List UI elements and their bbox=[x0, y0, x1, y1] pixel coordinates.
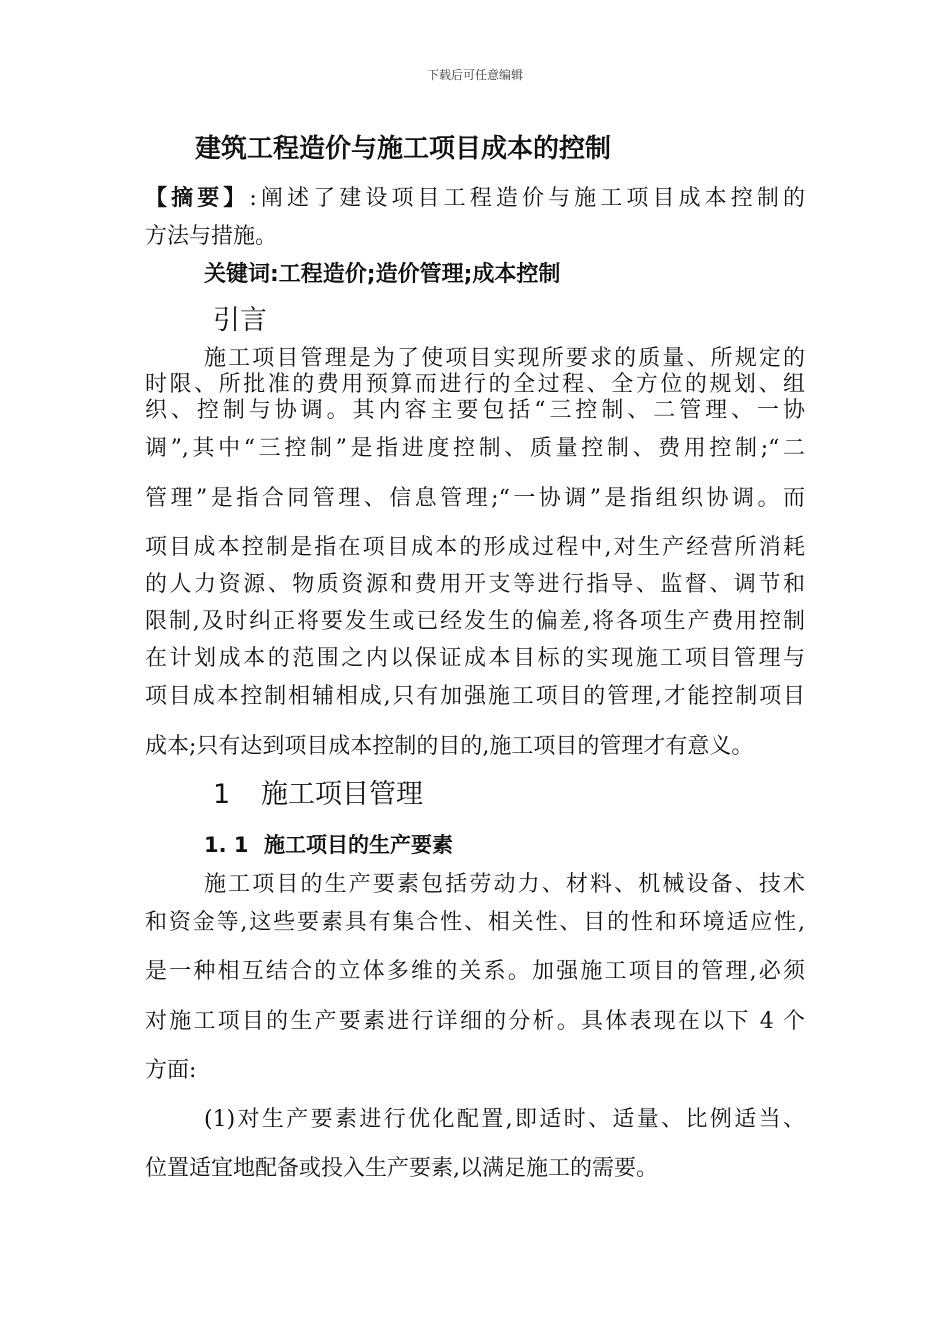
section-1-1-title: 施工项目的生产要素 bbox=[264, 833, 453, 857]
section-1-title: 施工项目管理 bbox=[261, 779, 423, 810]
section-1-1-line-7: 位置适宜地配备或投入生产要素,以满足施工的需要。 bbox=[145, 1156, 658, 1181]
intro-line-9: 在计划成本的范围之内以保证成本目标的实现施工项目管理与 bbox=[145, 646, 805, 671]
abstract-label: 【摘要】 bbox=[145, 186, 250, 211]
page-header-note: 下载后可任意编辑 bbox=[426, 68, 523, 82]
intro-line-6: 项目成本控制是指在项目成本的形成过程中,对生产经营所消耗 bbox=[145, 535, 805, 560]
intro-line-10: 项目成本控制相辅相成,只有加强施工项目的管理,才能控制项目 bbox=[145, 684, 805, 709]
intro-heading: 引言 bbox=[213, 305, 267, 336]
abstract-line-2: 方法与措施。 bbox=[145, 224, 278, 249]
keywords: 关键词:工程造价;造价管理;成本控制 bbox=[204, 262, 561, 287]
section-1-1-line-2: 和资金等,这些要素具有集合性、相关性、目的性和环境适应性, bbox=[145, 910, 805, 935]
intro-line-2: 时限、所批准的费用预算而进行的全过程、全方位的规划、组 bbox=[145, 372, 805, 397]
intro-line-1: 施工项目管理是为了使项目实现所要求的质量、所规定的 bbox=[204, 346, 805, 371]
abstract-line-1 bbox=[145, 186, 805, 212]
intro-line-3: 织、控制与协调。其内容主要包括“三控制、二管理、一协 bbox=[145, 398, 805, 423]
section-1-1-line-3: 是一种相互结合的立体多维的关系。加强施工项目的管理,必须 bbox=[145, 959, 805, 984]
intro-line-5: 管理”是指合同管理、信息管理;“一协调”是指组织协调。而 bbox=[145, 486, 805, 511]
section-1-1-line-5: 方面: bbox=[145, 1058, 197, 1083]
section-1-1-heading bbox=[204, 832, 453, 858]
section-1-1-line-6: (1)对生产要素进行优化配置,即适时、适量、比例适当、 bbox=[204, 1107, 805, 1132]
abstract-text-1: :阐述了建设项目工程造价与施工项目成本控制的 bbox=[249, 186, 805, 211]
section-1-1-line-4: 对施工项目的生产要素进行详细的分析。具体表现在以下 4 个 bbox=[145, 1009, 805, 1034]
intro-line-7: 的人力资源、物质资源和费用开支等进行指导、监督、调节和 bbox=[145, 572, 805, 597]
section-1-1-number: 1. 1 bbox=[204, 833, 249, 857]
section-1-heading bbox=[213, 779, 423, 810]
intro-line-4: 调”,其中“三控制”是指进度控制、质量控制、费用控制;“二 bbox=[145, 436, 805, 461]
document-title: 建筑工程造价与施工项目成本的控制 bbox=[195, 134, 612, 164]
section-1-number: 1 bbox=[213, 779, 231, 810]
section-1-1-line-1: 施工项目的生产要素包括劳动力、材料、机械设备、技术 bbox=[204, 872, 805, 897]
intro-line-8: 限制,及时纠正将要发生或已经发生的偏差,将各项生产费用控制 bbox=[145, 609, 805, 634]
intro-line-11: 成本;只有达到项目成本控制的目的,施工项目的管理才有意义。 bbox=[145, 734, 754, 759]
